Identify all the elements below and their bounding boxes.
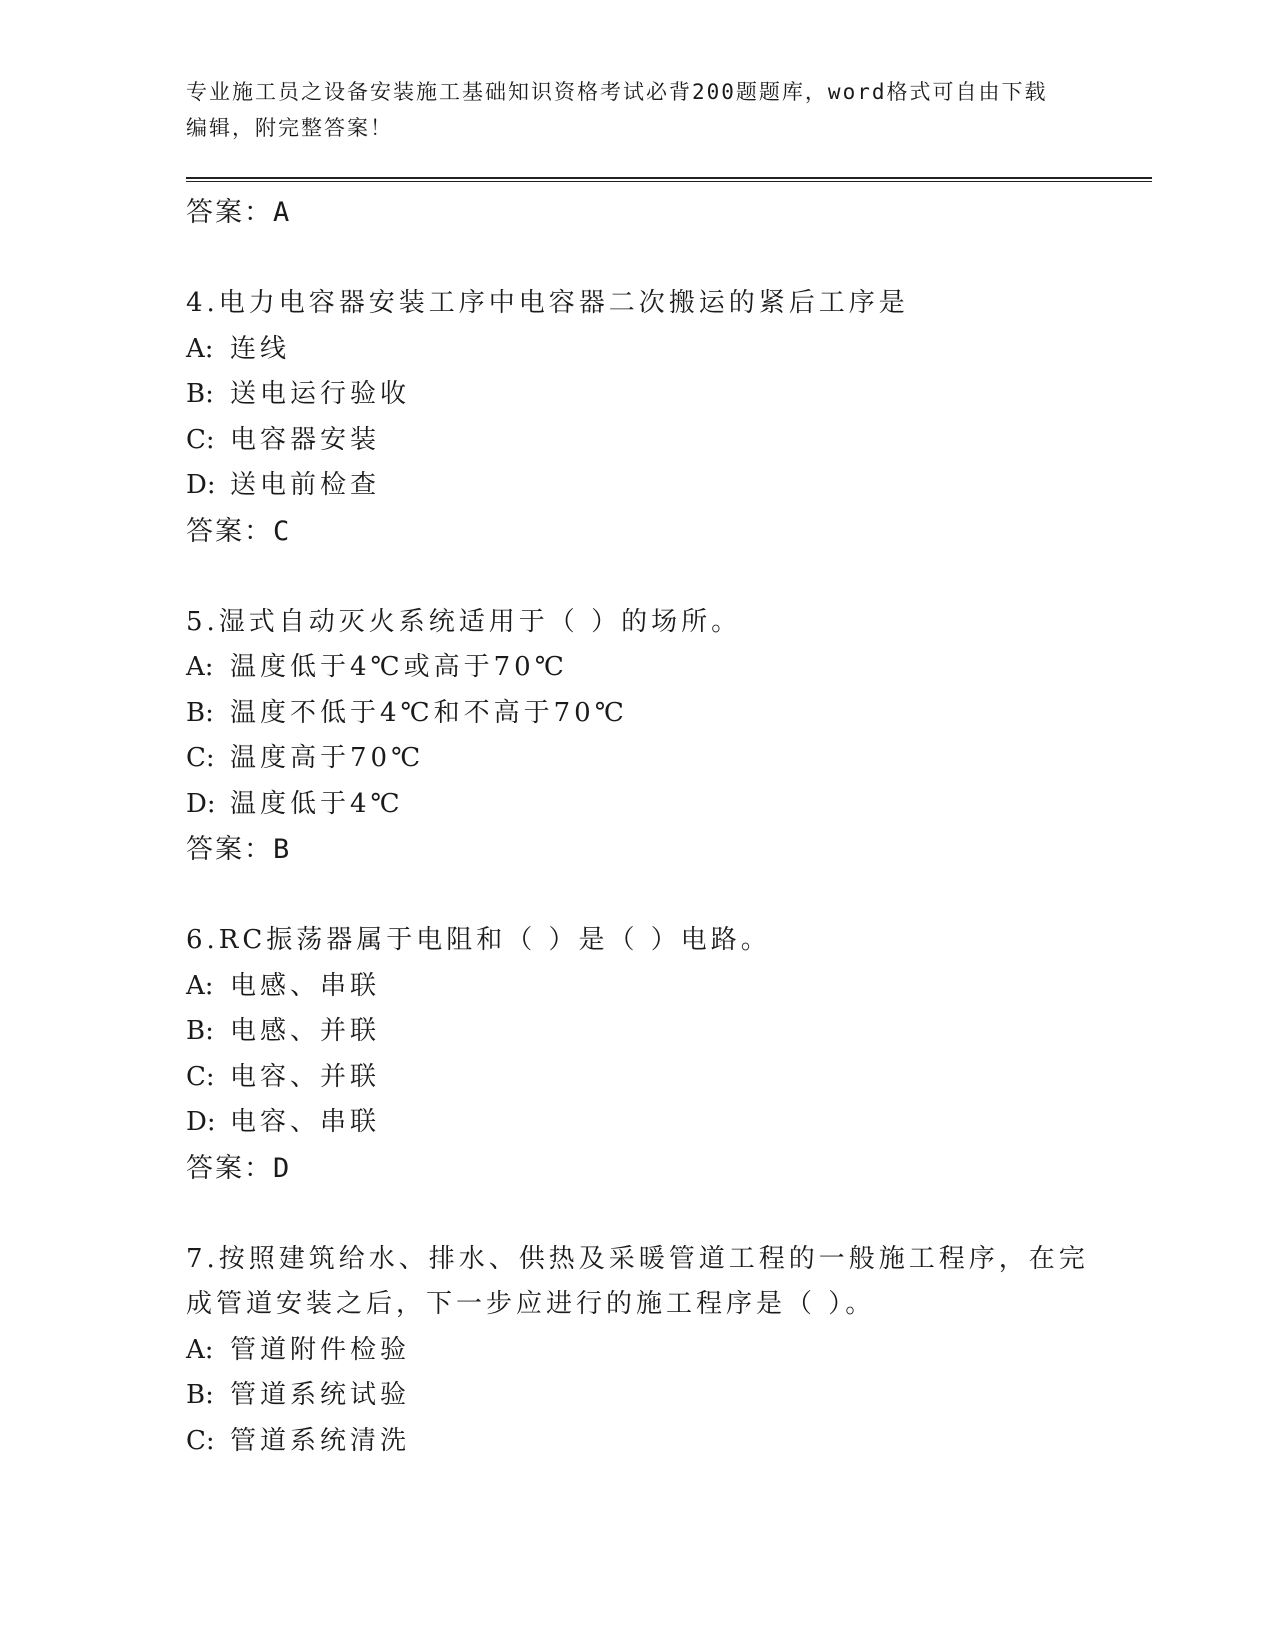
- option-letter: B:: [186, 379, 214, 409]
- spacer: [186, 1191, 1066, 1237]
- option-a: [186, 327, 1066, 373]
- question-stem: 4.电力电容器安装工序中电容器二次搬运的紧后工序是: [186, 288, 909, 318]
- option-text: 管道附件检验: [230, 1334, 411, 1365]
- option-text: 管道系统清洗: [230, 1425, 411, 1456]
- header-divider-thin: [186, 181, 1152, 182]
- option-letter: A:: [186, 970, 214, 1001]
- answer-line: 答案：D: [186, 1152, 292, 1184]
- option-d: [186, 1100, 1066, 1146]
- option-text: 连线: [230, 333, 291, 364]
- option-letter: C:: [186, 1061, 215, 1092]
- option-letter: D:: [186, 1107, 216, 1137]
- option-text: 电感、串联: [230, 970, 381, 1001]
- option-a: [186, 964, 1066, 1010]
- option-letter: C:: [186, 743, 215, 773]
- option-letter: A:: [186, 333, 214, 364]
- spacer: [186, 236, 1066, 282]
- option-letter: A:: [186, 652, 214, 682]
- option-a: [186, 645, 1066, 691]
- option-b: [186, 1009, 1066, 1055]
- option-text: 送电运行验收: [230, 379, 411, 409]
- option-text: 温度低于4℃: [230, 788, 404, 819]
- question-stem-line-1: 7.按照建筑给水、排水、供热及采暖管道工程的一般施工程序，在完: [186, 1243, 1089, 1274]
- question-stem-line-2: 成管道安装之后，下一步应进行的施工程序是（ ）。: [186, 1289, 876, 1319]
- option-text: 电容、串联: [230, 1107, 381, 1137]
- question-list: [186, 190, 1089, 1464]
- option-letter: C:: [186, 424, 215, 455]
- option-text: 电感、并联: [230, 1016, 381, 1046]
- option-text: 温度低于4℃或高于70℃: [230, 652, 568, 682]
- option-text: 电容器安装: [230, 424, 381, 455]
- option-b: [186, 372, 1066, 418]
- option-text: 管道系统试验: [230, 1380, 411, 1410]
- option-letter: B:: [186, 697, 214, 728]
- option-a: [186, 1328, 1066, 1374]
- answer-line: 答案：B: [186, 834, 292, 865]
- option-letter: A:: [186, 1334, 214, 1365]
- answer-line: 答案：A: [186, 197, 292, 228]
- option-c: [186, 736, 1066, 782]
- spacer: [186, 554, 1066, 600]
- option-d: [186, 463, 1066, 509]
- option-letter: D:: [186, 788, 216, 819]
- option-c: [186, 1055, 1066, 1101]
- option-b: [186, 691, 1066, 737]
- header-divider-thick: [186, 177, 1152, 179]
- option-letter: B:: [186, 1380, 214, 1410]
- option-b: [186, 1373, 1066, 1419]
- option-letter: C:: [186, 1425, 215, 1456]
- option-text: 电容、并联: [230, 1061, 381, 1092]
- question-stem: 6.RC振荡器属于电阻和（ ）是（ ）电路。: [186, 925, 771, 955]
- spacer: [186, 873, 1066, 919]
- option-letter: D:: [186, 470, 216, 500]
- document-header: 专业施工员之设备安装施工基础知识资格考试必背200题题库，word格式可自由下载编辑，附完整答案！: [186, 80, 1048, 140]
- option-text: 温度高于70℃: [230, 743, 425, 773]
- answer-line: 答案：C: [186, 515, 292, 547]
- option-d: [186, 782, 1066, 828]
- option-text: 送电前检查: [230, 470, 381, 500]
- option-letter: B:: [186, 1016, 214, 1046]
- option-text: 温度不低于4℃和不高于70℃: [230, 697, 628, 728]
- option-c: [186, 1419, 1066, 1465]
- question-stem: 5.湿式自动灭火系统适用于（ ）的场所。: [186, 606, 742, 637]
- option-c: [186, 418, 1066, 464]
